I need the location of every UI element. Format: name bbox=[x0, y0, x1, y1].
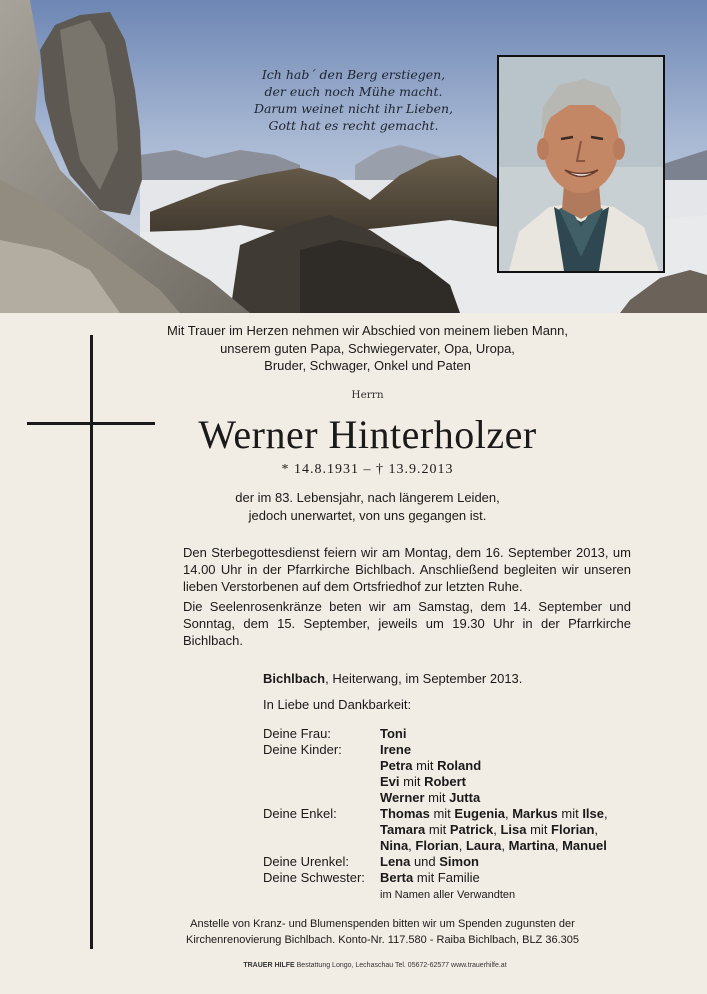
rosary-paragraph: Die Seelenrosenkränze beten wir am Samstag, dem 14. September und Sonntag, dem 15. September, jeweils um 19.30 Uhr in der Pfarrkirche Bichlbach. bbox=[183, 599, 631, 649]
family-members: Toni bbox=[380, 726, 407, 741]
family-members: Thomas mit Eugenia, Markus mit Ilse, bbox=[380, 806, 608, 821]
family-row-grandchildren bbox=[263, 806, 663, 822]
family-members: Lena und Simon bbox=[380, 854, 479, 869]
family-members: Irene bbox=[380, 742, 412, 757]
poem-line: der euch noch Mühe macht. bbox=[264, 84, 443, 99]
funeral-home-imprint bbox=[150, 962, 600, 969]
family-row-wife bbox=[263, 726, 663, 742]
family-label: Deine Frau: bbox=[263, 726, 331, 741]
salutation: Herrn bbox=[351, 389, 384, 401]
age-text bbox=[150, 489, 585, 524]
relatives-note: im Namen aller Verwandten bbox=[380, 889, 516, 901]
intro-line: Bruder, Schwager, Onkel und Paten bbox=[264, 358, 471, 373]
place-date-line bbox=[263, 671, 522, 686]
family-row-grandchildren bbox=[263, 838, 663, 854]
cross-horizontal-bar bbox=[27, 422, 155, 425]
family-row-children bbox=[263, 758, 663, 774]
age-line: der im 83. Lebensjahr, nach längerem Leiden, bbox=[235, 490, 500, 505]
intro-text bbox=[150, 322, 585, 375]
family-list bbox=[263, 726, 663, 905]
family-members: Werner mit Jutta bbox=[380, 790, 481, 805]
cross-vertical-bar bbox=[90, 335, 93, 949]
family-row-sister bbox=[263, 870, 663, 886]
family-label: Deine Schwester: bbox=[263, 870, 365, 885]
family-label: Deine Kinder: bbox=[263, 742, 342, 757]
intro-line: unserem guten Papa, Schwiegervater, Opa, Uropa, bbox=[220, 340, 515, 356]
family-row-great-grandchildren bbox=[263, 854, 663, 870]
family-row-relatives bbox=[263, 889, 663, 905]
poem-line: Darum weinet nicht ihr Lieben, bbox=[253, 101, 454, 116]
poem-text bbox=[246, 66, 461, 134]
poem-line: Gott hat es recht gemacht. bbox=[268, 118, 439, 133]
family-row-children bbox=[263, 774, 663, 790]
donation-line: Anstelle von Kranz- und Blumenspenden bitten wir um Spenden zugunsten der bbox=[190, 918, 575, 930]
family-members: Berta mit Familie bbox=[380, 870, 480, 885]
family-row-grandchildren bbox=[263, 822, 663, 838]
family-members: Tamara mit Patrick, Lisa mit Florian, bbox=[380, 822, 599, 837]
funeral-service-paragraph: Den Sterbegottesdienst feiern wir am Montag, dem 16. September 2013, um 14.00 Uhr in der Pfarrkirche Bichlbach. Anschließend begleiten wir unseren lieben Verstorbenen auf dem Ortsfriedhof zur letzten Ruhe. bbox=[183, 545, 631, 595]
thanks-line: In Liebe und Dankbarkeit: bbox=[263, 697, 412, 712]
poem-line: Ich hab´ den Berg erstiegen, bbox=[261, 67, 446, 82]
life-dates: * 14.8.1931 – † 13.9.2013 bbox=[281, 462, 454, 477]
imprint-details: Bestattung Longo, Lechaschau Tel. 05672-62577 www.trauerhilfe.at bbox=[294, 962, 507, 969]
family-members: Evi mit Robert bbox=[380, 774, 466, 789]
portrait-image bbox=[499, 57, 663, 271]
donation-note bbox=[150, 917, 615, 948]
family-members: Nina, Florian, Laura, Martina, Manuel bbox=[380, 838, 607, 853]
deceased-name: Werner Hinterholzer bbox=[198, 412, 537, 457]
imprint-brand: TRAUER HILFE bbox=[243, 962, 295, 969]
donation-line: Kirchenrenovierung Bichlbach. Konto-Nr. 117.580 - Raiba Bichlbach, BLZ 36.305 bbox=[186, 933, 579, 946]
family-label: Deine Enkel: bbox=[263, 806, 337, 821]
place-town: Bichlbach bbox=[263, 671, 326, 686]
portrait-photo bbox=[497, 55, 665, 273]
intro-line: Mit Trauer im Herzen nehmen wir Abschied von meinem lieben Mann, bbox=[166, 323, 568, 338]
family-members: Petra mit Roland bbox=[380, 758, 482, 773]
place-rest: , Heiterwang, im September 2013. bbox=[325, 671, 523, 686]
family-label: Deine Urenkel: bbox=[263, 854, 349, 869]
age-line: jedoch unerwartet, von uns gegangen ist. bbox=[248, 507, 487, 523]
family-row-children bbox=[263, 790, 663, 806]
family-row-children bbox=[263, 742, 663, 758]
mountain-landscape-header bbox=[0, 0, 707, 313]
